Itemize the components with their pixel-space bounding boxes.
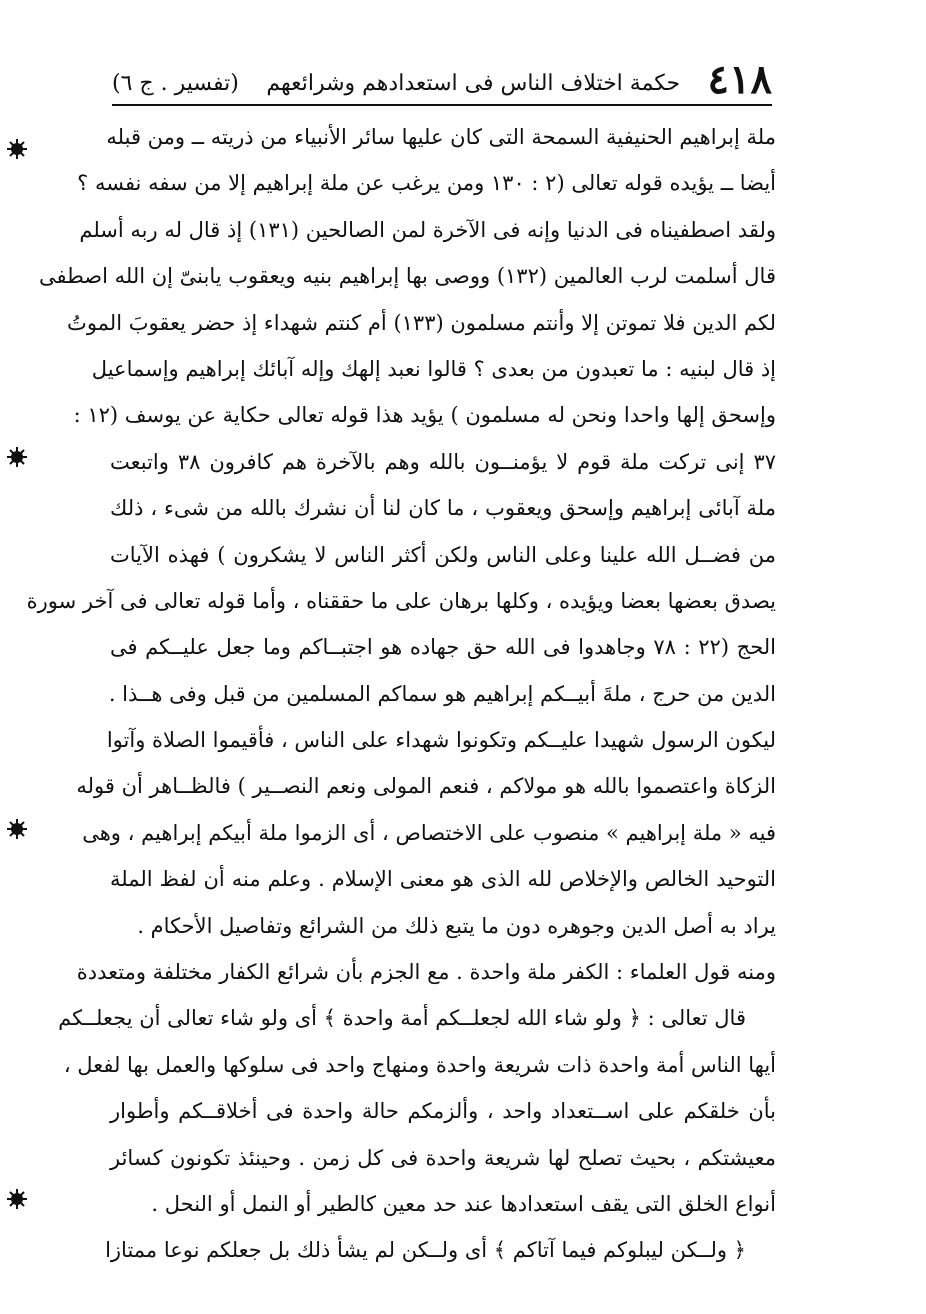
header-rule bbox=[112, 104, 772, 106]
text-line: ليكون الرسول شهيدا عليــكم وتكونوا شهداء على الناس ، فأقيموا الصلاة وآتوا bbox=[106, 728, 776, 753]
text-line: قال تعالى : ﴿ ولو شاء الله لجعلــكم أمة واحدة ﴾ أى ولو شاء تعالى أن يجعلــكم bbox=[58, 1006, 746, 1031]
text-line: معيشتكم ، بحيث تصلح لها شريعة واحدة فى كل زمن . وحينئذ تكونون كسائر bbox=[110, 1145, 776, 1170]
text-line: ٣٧ إنى تركت ملة قوم لا يؤمنــون بالله وهم بالآخرة هم كافرون ٣٨ واتبعت bbox=[110, 449, 776, 474]
running-title: حكمة اختلاف الناس فى استعدادهم وشرائعهم bbox=[266, 71, 681, 96]
text-line: ﴿ ولــكن ليبلوكم فيما آتاكم ﴾ أى ولــكن لم يشأ ذلك بل جعلكم نوعا ممتازا bbox=[105, 1238, 746, 1263]
text-line: من فضــل الله علينا وعلى الناس ولكن أكثر الناس لا يشكرون ) فهذه الآيات bbox=[110, 542, 776, 567]
text-line: أيضا ــ يؤيده قوله تعالى (٢ : ١٣٠ ومن يرغب عن ملة إبراهيم إلا من سفه نفسه ؟ bbox=[77, 171, 776, 196]
body-text bbox=[26, 114, 776, 1274]
text-line: الحج (٢٢ : ٧٨ وجاهدوا فى الله حق جهاده هو اجتبــاكم وما جعل عليــكم فى bbox=[110, 635, 776, 660]
text-line: يصدق بعضها بعضا ويؤيده ، وكلها برهان على ما حققناه ، وأما قوله تعالى فى آخر سورة bbox=[26, 588, 776, 613]
margin-ornament-icon bbox=[6, 818, 28, 840]
text-line: وإسحق إلها واحدا ونحن له مسلمون ) يؤيد هذا قوله تعالى حكاية عن يوسف (١٢ : bbox=[73, 403, 776, 428]
text-line: أنواع الخلق التى يقف استعدادها عند حد معين كالطير أو النمل أو النحل . bbox=[151, 1191, 776, 1216]
margin-ornament-icon bbox=[6, 138, 28, 160]
text-line: ملة إبراهيم الحنيفية السمحة التى كان عليها سائر الأنبياء من ذريته ــ ومن قبله bbox=[106, 125, 776, 149]
text-line: يراد به أصل الدين وجوهره دون ما يتبع ذلك من الشرائع وتفاصيل الأحكام . bbox=[137, 913, 776, 938]
text-line: ومنه قول العلماء : الكفر ملة واحدة . مع الجزم بأن شرائع الكفار مختلفة ومتعددة bbox=[76, 960, 776, 985]
text-line: لكم الدين فلا تموتن إلا وأنتم مسلمون (١٣٣) أم كنتم شهداء إذ حضر يعقوبَ الموتُ bbox=[67, 310, 776, 335]
text-line: فيه « ملة إبراهيم » منصوب على الاختصاص ، أى الزموا ملة أبيكم إبراهيم ، وهى bbox=[82, 820, 776, 845]
page-header bbox=[112, 52, 772, 103]
text-line: التوحيد الخالص والإخلاص لله الذى هو معنى الإسلام . وعلم منه أن لفظ الملة bbox=[110, 867, 776, 892]
text-line: قال أسلمت لرب العالمين (١٣٢) ووصى بها إبراهيم بنيه ويعقوب يابنىّ إن الله اصطفى bbox=[38, 264, 776, 289]
text-line: أيها الناس أمة واحدة ذات شريعة واحدة ومنهاج واحد فى سلوكها والعمل بها لفعل ، bbox=[63, 1052, 776, 1077]
text-line: الدين من حرج ، ملةَ أبيــكم إبراهيم هو سماكم المسلمين من قبل وفى هــذا . bbox=[108, 681, 776, 706]
margin-ornament-icon bbox=[6, 1188, 28, 1210]
margin-ornament-icon bbox=[6, 446, 28, 468]
text-line: بأن خلقكم على اســتعداد واحد ، وألزمكم حالة واحدة فى أخلاقــكم وأطوار bbox=[110, 1099, 776, 1124]
text-line: ملة آبائى إبراهيم وإسحق ويعقوب ، ما كان لنا أن نشرك بالله من شىء ، ذلك bbox=[110, 496, 776, 521]
text-line: الزكاة واعتصموا بالله هو مولاكم ، فنعم المولى ونعم النصــير ) فالظــاهر أن قوله bbox=[76, 774, 776, 799]
page-number: ٤١٨ bbox=[707, 56, 772, 103]
text-line: ولقد اصطفيناه فى الدنيا وإنه فى الآخرة لمن الصالحين (١٣١) إذ قال له ربه أسلم bbox=[79, 217, 776, 242]
volume-reference: (تفسير . ج ٦) bbox=[112, 71, 239, 96]
text-line: إذ قال لبنيه : ما تعبدون من بعدى ؟ قالوا نعبد إلهك وإله آبائك إبراهيم وإسماعيل bbox=[91, 356, 776, 381]
